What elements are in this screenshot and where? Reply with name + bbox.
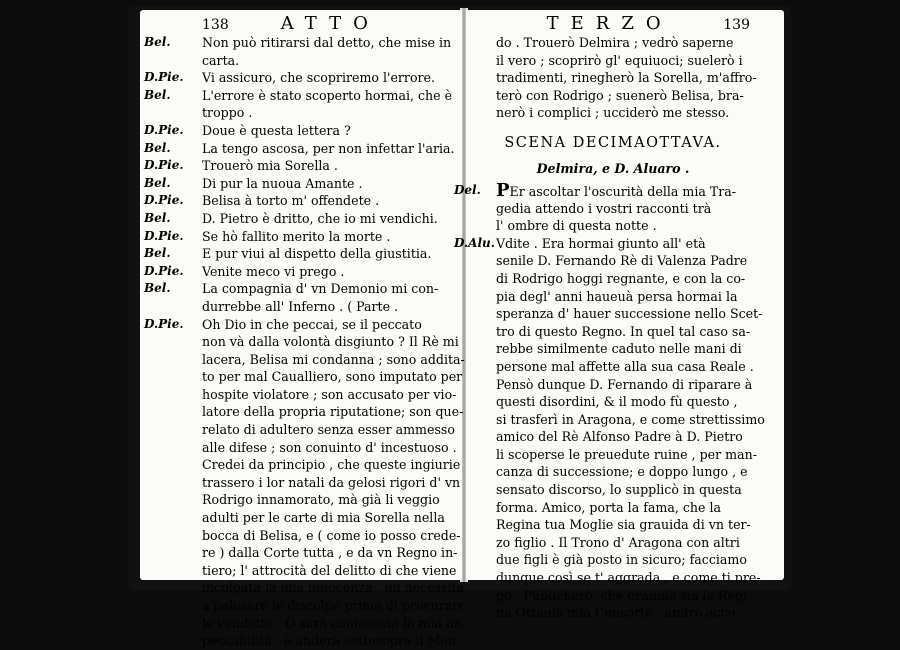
speaker-label: D.Pie. xyxy=(144,263,184,278)
line-text: non và dalla volontà disgiunto ? Il Rè mi xyxy=(202,334,459,350)
line-text: canza di successione; e doppo lungo , e xyxy=(496,464,748,480)
line-text: durrebbe all' Inferno . ( Parte . xyxy=(202,298,399,314)
line-text: li scoperse le preuedute ruine , per man- xyxy=(496,446,757,462)
line-text: Er ascoltar l'oscurità della mia Tra- xyxy=(509,183,737,199)
text-line xyxy=(476,411,765,429)
speaker-label: D.Pie. xyxy=(144,70,184,85)
text-line xyxy=(202,368,463,386)
text-line xyxy=(476,534,750,552)
line-text: trassero i lor natali da gelosi rigori d' vn xyxy=(202,474,461,490)
line-text: to per mal Caualliero, sono imputato per xyxy=(202,369,463,385)
text-line: terò con Rodrigo ; suenerò Belisa, bra- xyxy=(496,87,744,103)
text-line xyxy=(144,175,452,193)
line-text: Oh Dio in che peccai, se il peccato xyxy=(202,316,422,332)
text-line xyxy=(202,403,464,421)
text-line xyxy=(202,421,455,439)
speaker-label: D.Pie. xyxy=(144,122,184,137)
text-line xyxy=(476,551,750,569)
text-line xyxy=(202,562,457,580)
text-line xyxy=(202,491,452,509)
right-page xyxy=(454,10,784,621)
text-line xyxy=(144,122,452,140)
speaker-label: Del. xyxy=(454,182,481,197)
line-text: lacera, Belisa mi condanna ; sono addita- xyxy=(202,351,465,367)
text-line xyxy=(202,386,457,404)
speaker-label: D.Pie. xyxy=(144,193,184,208)
text-line xyxy=(476,358,754,376)
speaker-label: D.Pie. xyxy=(144,228,184,243)
text-line xyxy=(144,316,452,334)
text-line xyxy=(202,544,458,562)
text-line: do . Trouerò Delmira ; vedrò saperne xyxy=(496,35,734,50)
text-line xyxy=(144,245,452,263)
line-text: tro di questo Regno. In quel tal caso sa- xyxy=(496,323,751,339)
line-text: Regina tua Moglie sia grauida di vn ter- xyxy=(496,517,751,533)
text-line xyxy=(202,509,452,527)
line-text: L'errore è stato scoperto hormai, che è xyxy=(202,87,453,103)
text-line xyxy=(202,351,465,369)
line-text: rebbe similmente caduto nelle mani di xyxy=(496,341,742,357)
speaker-label: Bel. xyxy=(144,35,171,49)
line-text: si trasferì in Aragona, e come strettissimo xyxy=(496,411,765,427)
text-line xyxy=(476,393,750,411)
line-text: pia degl' anni haueuà persa hormai la xyxy=(496,288,738,304)
line-text: Credei da principio , che queste ingiurie xyxy=(202,457,461,473)
text-line xyxy=(144,34,452,52)
left-page xyxy=(140,10,467,649)
line-text: Di pur la nuoua Amante . xyxy=(202,175,363,191)
line-text: due figli è già posto in sicuro; facciamo xyxy=(496,552,747,568)
text-line xyxy=(202,597,466,615)
line-text: carta. xyxy=(202,52,240,68)
text-line xyxy=(144,280,452,298)
line-text: Rodrigo innamorato, mà già li veggio xyxy=(202,492,440,508)
line-text: a palesare le discolpe prima di procurare xyxy=(202,598,466,613)
line-text: incolpata la mia innocenza , mi necessita xyxy=(202,580,465,596)
text-line xyxy=(476,587,750,605)
scan-border xyxy=(790,0,900,18)
line-text: La compagnia d' vn Demonio mi con- xyxy=(202,281,439,297)
line-text: relato di adultero senza esser ammesso xyxy=(202,422,455,438)
text-line xyxy=(476,305,763,323)
text-line xyxy=(476,516,750,534)
text-line xyxy=(202,52,452,70)
right-dialogue-block xyxy=(454,179,765,622)
line-text: Non può ritirarsi dal detto, che mise in xyxy=(202,35,452,50)
speaker-label: D.Pie. xyxy=(144,158,184,173)
right-running-head xyxy=(476,14,750,34)
text-line xyxy=(454,235,750,253)
line-text: Vdite . Era hormai giunto all' età xyxy=(496,235,706,251)
line-text: tiero; l' attrocità del delitto di che viene xyxy=(202,562,457,578)
line-text: senile D. Fernando Rè di Valenza Padre xyxy=(496,253,748,269)
line-text: E pur viui al dispetto della giustitia. xyxy=(202,246,432,262)
line-text: di Rodrigo hoggi regnante, e con la co- xyxy=(496,270,746,286)
line-text: Venite meco vi prego . xyxy=(202,263,345,279)
text-line xyxy=(476,376,753,394)
text-line xyxy=(476,428,750,446)
line-text: alle difese ; son conuinto d' incestuoso . xyxy=(202,439,457,455)
speaker-label: Bel. xyxy=(144,281,171,296)
line-text: Belisa à torto m' offendete . xyxy=(202,193,380,209)
line-text: bocca di Belisa, e ( come io posso crede- xyxy=(202,527,461,543)
text-line xyxy=(202,579,465,597)
left-running-title: ATTO xyxy=(280,13,380,34)
text-line xyxy=(202,456,461,474)
line-text: questi disordini, & il modo fù questo , xyxy=(496,394,738,410)
text-line: il vero ; scoprirò gl' equiuoci; suelerò i xyxy=(496,52,743,68)
text-line xyxy=(202,615,467,633)
line-text: dunque così se t' aggrada , e come ti pre- xyxy=(496,570,761,586)
line-text: latore della propria riputatione; son que- xyxy=(202,404,464,420)
scene-characters: Delmira, e D. Aluaro . xyxy=(536,160,690,176)
line-text: amico del Rè Alfonso Padre à D. Pietro xyxy=(496,429,743,445)
line-text: adulti per le carte di mia Sorella nella xyxy=(202,510,445,526)
text-line xyxy=(144,192,452,210)
line-text: l' ombre di questa notte . xyxy=(496,218,657,234)
text-line: nerò i complici ; ucciderò me stesso. xyxy=(496,105,730,121)
text-line xyxy=(202,104,452,122)
right-running-title: TERZO xyxy=(546,13,673,34)
right-page-number: 139 xyxy=(723,17,750,33)
line-text: peccabilità , ò anderà sottosopra il Mon- xyxy=(202,633,461,649)
text-line xyxy=(476,446,757,464)
text-line xyxy=(202,632,461,650)
line-text: le vendette . O sarà confessata la mia im- xyxy=(202,615,467,631)
text-line xyxy=(144,263,452,281)
scene-heading: SCENA DECIMAOTTAVA. xyxy=(504,134,722,151)
text-line xyxy=(476,200,750,218)
speaker-label: Bel. xyxy=(144,175,171,190)
text-line xyxy=(476,463,750,481)
speaker-label: D.Alu. xyxy=(454,235,495,250)
text-line xyxy=(202,474,461,492)
text-line xyxy=(476,499,750,517)
text-line xyxy=(476,569,761,587)
line-text: zo figlio . Il Trono d' Aragona con altri xyxy=(496,534,740,550)
line-text: Doue è questa lettera ? xyxy=(202,122,351,138)
text-line: tradimenti, rinegherò la Sorella, m'affro- xyxy=(496,70,757,86)
speaker-label: D.Pie. xyxy=(144,316,184,331)
line-text: re ) dalla Corte tutta , e da vn Regno in- xyxy=(202,545,458,561)
line-text: Se hò fallito merito la morte . xyxy=(202,228,391,244)
speaker-label: Bel. xyxy=(144,140,171,155)
text-line xyxy=(476,270,750,288)
text-line xyxy=(144,157,452,175)
speaker-label: Bel. xyxy=(144,87,171,102)
line-text: Trouerò mia Sorella . xyxy=(202,158,338,174)
text-line xyxy=(202,333,459,351)
text-line xyxy=(202,527,461,545)
line-text: gedia attendo i vostri racconti trà xyxy=(496,200,712,216)
line-text: La tengo ascosa, per non infettar l'aria. xyxy=(202,140,455,156)
line-text: forma. Amico, porta la fama, che la xyxy=(496,499,721,515)
text-line xyxy=(144,228,452,246)
text-line xyxy=(476,340,750,358)
right-top-text xyxy=(476,34,757,122)
text-line xyxy=(476,481,750,499)
line-text: speranza d' hauer successione nello Scet- xyxy=(496,306,763,322)
line-text: na Ottauia mia Consorte ; andrò acco- xyxy=(496,605,740,621)
line-text: Pensò dunque D. Fernando di riparare à xyxy=(496,376,753,392)
left-page-number: 138 xyxy=(202,17,229,33)
line-text: D. Pietro è dritto, che io mi vendichi. xyxy=(202,210,438,226)
text-line xyxy=(476,604,750,622)
text-line xyxy=(144,140,455,158)
line-text: persone mal affette alla sua casa Reale . xyxy=(496,358,754,374)
speaker-label: Bel. xyxy=(144,210,171,225)
text-line xyxy=(144,210,452,228)
speaker-label: Bel. xyxy=(144,246,171,261)
text-line xyxy=(476,217,750,235)
text-line xyxy=(202,439,457,457)
line-text: go . Publicherò, che grauida sia la Regi- xyxy=(496,587,752,603)
text-line xyxy=(476,323,750,341)
line-text: Vi assicuro, che scopriremo l'errore. xyxy=(202,70,436,86)
left-running-head xyxy=(202,14,452,34)
text-line xyxy=(202,298,452,316)
left-text-block xyxy=(144,34,467,650)
drop-capital: P xyxy=(496,179,510,201)
text-line xyxy=(144,69,452,87)
line-text: troppo . xyxy=(202,105,253,121)
text-line xyxy=(476,288,750,306)
line-text: sensato discorso, lo supplicò in questa xyxy=(496,482,742,498)
text-line xyxy=(144,87,453,105)
text-line xyxy=(454,179,750,201)
text-line xyxy=(476,252,750,270)
line-text: hospite violatore ; son accusato per vio- xyxy=(202,386,457,402)
